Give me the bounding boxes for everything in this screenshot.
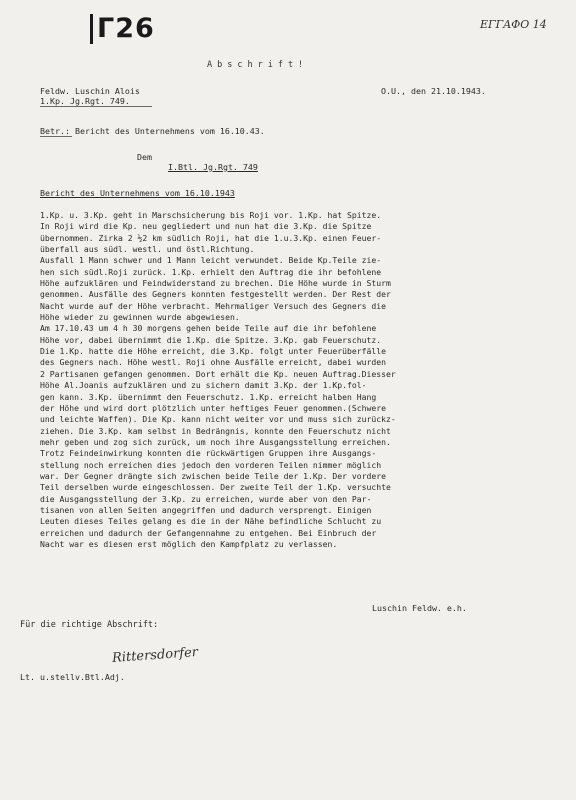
subject-underline bbox=[40, 136, 72, 137]
body-line: In Roji wird die Kp. neu gegliedert und nun hat die 3.Kp. die Spitze bbox=[40, 221, 372, 232]
body-line: die Ausgangsstellung der 3.Kp. zu erreichen, wurde aber von den Par- bbox=[40, 493, 372, 504]
addressee: I.Btl. Jg.Rgt. 749 bbox=[168, 162, 258, 172]
archive-stamp: Г26 bbox=[90, 14, 155, 44]
body-line: 1.Kp. u. 3.Kp. geht in Marschsicherung bis Roji vor. 1.Kp. hat Spitze. bbox=[40, 210, 382, 220]
report-heading: Bericht des Unternehmens vom 16.10.1943 bbox=[40, 188, 235, 198]
handwritten-signature: Rittersdorfer bbox=[111, 645, 199, 666]
sender-underline bbox=[40, 106, 152, 107]
subject-line: Betr.: Bericht des Unternehmens vom 16.10.43. bbox=[40, 126, 265, 136]
sender-unit: 1.Kp. Jg.Rgt. 749. bbox=[40, 96, 130, 106]
body-line: Leuten dieses Teiles gelang es die in der Nähe befindliche Schlucht zu bbox=[40, 516, 382, 527]
body-line: genommen. Ausfälle des Gegners konnten festgestellt werden. Der Rest der bbox=[40, 289, 391, 300]
body-line: ziehen. Die 3.Kp. kam selbst in Bedrängnis, konnte den Feuerschutz nicht bbox=[40, 425, 391, 436]
body-line: und leichte Waffen). Die Kp. kann nicht weiter vor und muss sich zurückz- bbox=[40, 414, 396, 425]
body-line: 2 Partisanen gefangen genommen. Dort erhält die Kp. neuen Auftrag.Diesser bbox=[40, 368, 396, 379]
body-line: übernommen. Zirka 2 ½2 km südlich Roji, hat die 1.u.3.Kp. einen Feuer- bbox=[40, 232, 382, 243]
body-line: Ausfall 1 Mann schwer und 1 Mann leicht verwundet. Beide Kp.Teile zie- bbox=[40, 255, 382, 266]
typed-signature: Luschin Feldw. e.h. bbox=[372, 603, 467, 613]
document-label: Abschrift! bbox=[207, 60, 309, 70]
report-body bbox=[40, 210, 576, 550]
body-line: mehr geben und zog sich zurück, um noch ihre Ausgangsstellung erreichen. bbox=[40, 436, 391, 447]
body-line: stellung noch erreichen dies jedoch den vorderen Teilen nimmer möglich bbox=[40, 459, 382, 470]
body-line: des Gegners nach. Höhe westl. Roji ohne Ausfälle erreicht, dabei wurden bbox=[40, 357, 386, 368]
officer-title: Lt. u.stellv.Btl.Adj. bbox=[20, 672, 125, 682]
body-line: Höhe aufzuklären und Feindwiderstand zu brechen. Die Höhe wurde in Sturm bbox=[40, 278, 391, 289]
body-line: erreichen und dadurch der Gefangennahme zu entgehen. Bei Einbruch der bbox=[40, 527, 377, 538]
body-line: Höhe vor, dabei übernimmt die 1.Kp. die Spitze. 3.Kp. gab Feuerschutz. bbox=[40, 334, 382, 345]
body-line: der Höhe und wird dort plötzlich unter heftiges Feuer genommen.(Schwere bbox=[40, 402, 386, 413]
body-line: hen sich südl.Roji zurück. 1.Kp. erhielt den Auftrag die ihr befohlene bbox=[40, 266, 382, 277]
body-line: Die 1.Kp. hatte die Höhe erreicht, die 3.Kp. folgt unter Feuerüberfälle bbox=[40, 346, 386, 357]
certification-line: Für die richtige Abschrift: bbox=[20, 620, 159, 630]
body-line: Trotz Feindeinwirkung konnten die rückwärtigen Gruppen ihre Ausgangs- bbox=[40, 448, 377, 459]
body-line: Höhe Al.Joanis aufzuklären und zu sichern damit 3.Kp. der 1.Kp.fol- bbox=[40, 380, 367, 391]
sender-name: Feldw. Luschin Alois bbox=[40, 86, 140, 96]
body-line: überfall aus südl. westl. und östl.Richtung. bbox=[40, 244, 255, 255]
body-line: Nacht war es diesen erst möglich den Kampfplatz zu verlassen. bbox=[40, 538, 338, 549]
place-date: O.U., den 21.10.1943. bbox=[381, 86, 486, 96]
addressee-prefix: Dem bbox=[137, 152, 152, 162]
body-line: Am 17.10.43 um 4 h 30 morgens gehen beide Teile auf die ihr befohlene bbox=[40, 323, 377, 334]
body-line: Höhe wieder zu gewinnen wurde abgewiesen. bbox=[40, 312, 240, 323]
body-line: Teil derselben wurde eingeschlossen. Der zweite Teil der 1.Kp. versuchte bbox=[40, 482, 391, 493]
archive-handwritten-note: ΕΓΓΑΦΟ 14 bbox=[480, 18, 547, 31]
body-line: Nacht wurde auf der Höhe verbracht. Mehrmaliger Versuch des Gegners die bbox=[40, 300, 386, 311]
body-line: gen kann. 3.Kp. übernimmt den Feuerschutz. 1.Kp. erreicht halben Hang bbox=[40, 391, 377, 402]
body-line: tisanen von allen Seiten angegriffen und dadurch versprengt. Einigen bbox=[40, 504, 372, 515]
body-line: war. Der Gegner drängte sich zwischen beide Teile der 1.Kp. Der vordere bbox=[40, 470, 386, 481]
